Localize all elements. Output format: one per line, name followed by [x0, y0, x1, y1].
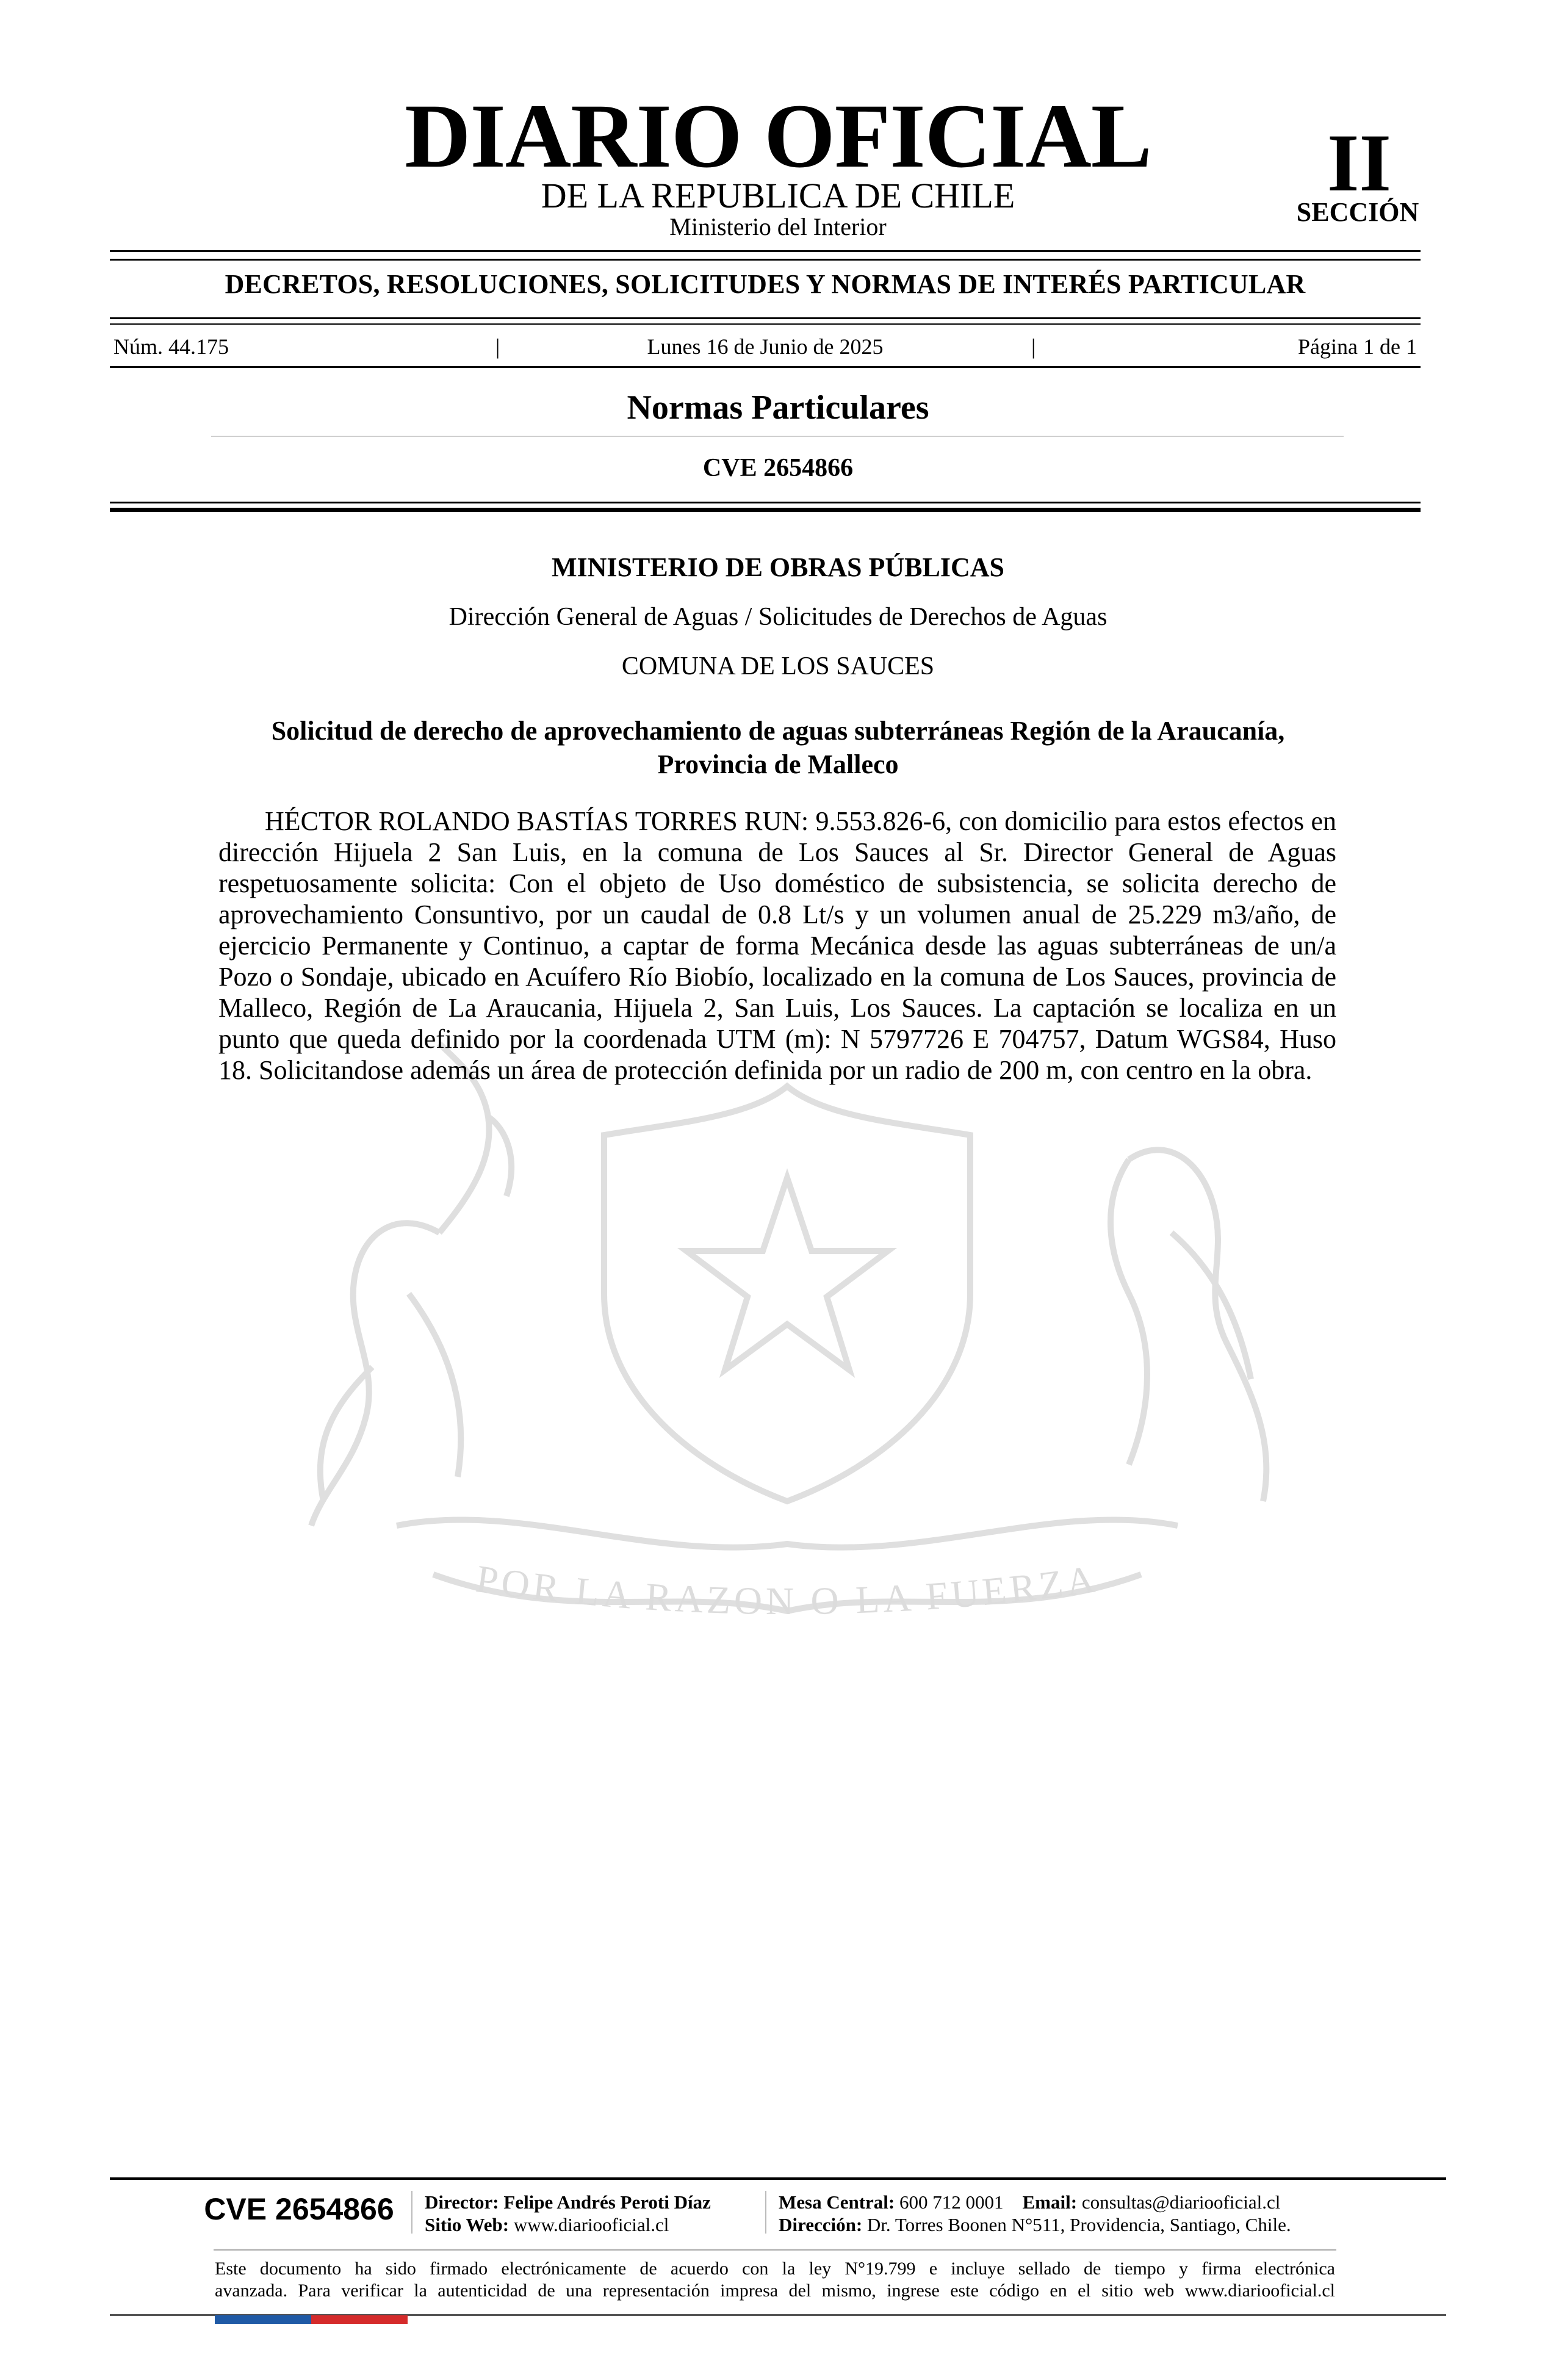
section-label: SECCIÓN [1296, 197, 1419, 227]
document-body: HÉCTOR ROLANDO BASTÍAS TORRES RUN: 9.553.826-6, con domicilio para estos efectos en dirección Hijuela 2 San Luis, en la comuna de Los Sauces al Sr. Director General de Aguas respetuosamente solicita: Con el objeto de Uso doméstico de subsistencia, se solicita derecho de aprovechamiento Consuntivo, por un caudal de 0.8 Lt/s y un volumen anual de 25.229 m3/año, de ejercicio Permanente y Continuo, a captar de forma Mecánica desde las aguas subterráneas de un/a Pozo o Sondaje, ubicado en Acuífero Río Biobío, localizado en la comuna de Los Sauces, provincia de Malleco, Región de La Araucania, Hijuela 2, San Luis, Los Sauces. La captación se localiza en un punto que queda definido por la coordenada UTM (m): N 5797726 E 704757, Datum WGS84, Huso 18. Solicitandose además un área de protección definida por un radio de 200 m, con centro en la obra. [218, 806, 1336, 1085]
newspaper-subtitle: DE LA REPUBLICA DE CHILE [541, 176, 1015, 215]
footer-separator [765, 2191, 766, 2234]
phone-value: 600 712 0001 [899, 2191, 1004, 2213]
issue-info-row [113, 334, 1417, 359]
document-title: Solicitud de derecho de aprovechamiento de aguas subterráneas Región de la Araucanía, Provincia de Malleco [271, 716, 1285, 779]
footer-address-line [779, 2213, 1364, 2236]
address-value: Dr. Torres Boonen N°511, Providencia, Santiago, Chile. [866, 2214, 1291, 2235]
commune-subtitle: COMUNA DE LOS SAUCES [621, 652, 935, 680]
heading-divider-bottom [110, 508, 1421, 512]
footer-legal-notice [215, 2258, 1335, 2302]
issue-date: Lunes 16 de Junio de 2025 [647, 334, 884, 359]
watermark-motto: POR LA RAZON O LA FUERZA [474, 1557, 1101, 1623]
category-divider-top [110, 317, 1421, 319]
footer-divider-middle [214, 2249, 1336, 2251]
masthead-divider-top [110, 250, 1421, 252]
issue-number: Núm. 44.175 [113, 334, 229, 359]
footer-cve-code: CVE 2654866 [204, 2192, 394, 2226]
masthead-divider-bottom [110, 259, 1421, 261]
email-link[interactable]: consultas@diariooficial.cl [1081, 2191, 1281, 2213]
issue-separator: | [495, 334, 500, 359]
address-label: Dirección: [779, 2214, 863, 2235]
norm-section-title: Normas Particulares [627, 389, 929, 427]
footer-phone-email-line [779, 2191, 1364, 2213]
section-number: II [1327, 118, 1392, 209]
legal-line-1: Este documento ha sido firmado electrónicamente de acuerdo con la ley N°19.799 e incluye sellado de tiempo y firma electrónica [215, 2259, 1335, 2279]
footer-divider-top [110, 2177, 1446, 2180]
newspaper-title: DIARIO OFICIAL [405, 85, 1151, 187]
flag-stripe-red [311, 2315, 408, 2324]
footer-contact-block [779, 2191, 1364, 2236]
footer-director-block [425, 2191, 766, 2236]
legal-line-2: avanzada. Para verificar la autenticidad de una representación impresa del mismo, ingrese este código en el sitio web www.diariooficial.cl [215, 2281, 1335, 2301]
directorate-subtitle: Dirección General de Aguas / Solicitudes de Derechos de Aguas [448, 603, 1108, 631]
page-indicator: Página 1 de 1 [1298, 334, 1417, 359]
director-label: Director: [425, 2191, 499, 2213]
director-name: Felipe Andrés Peroti Díaz [503, 2191, 711, 2213]
website-link[interactable]: www.diariooficial.cl [513, 2214, 669, 2235]
heading-divider-top [110, 502, 1421, 503]
category-heading: DECRETOS, RESOLUCIONES, SOLICITUDES Y NORMAS DE INTERÉS PARTICULAR [225, 269, 1306, 299]
newspaper-ministry: Ministerio del Interior [669, 213, 887, 240]
footer-director-line [425, 2191, 766, 2213]
cve-code: CVE 2654866 [702, 454, 854, 482]
category-divider-bottom [110, 323, 1421, 325]
norm-title-underline [211, 436, 1344, 437]
website-label: Sitio Web: [425, 2214, 510, 2235]
phone-label: Mesa Central: [779, 2191, 895, 2213]
email-label: Email: [1022, 2191, 1078, 2213]
footer-separator [411, 2191, 412, 2234]
flag-stripe-blue [215, 2315, 311, 2324]
issue-separator: | [1031, 334, 1036, 359]
footer-website-line [425, 2213, 766, 2236]
issuing-ministry: MINISTERIO DE OBRAS PÚBLICAS [551, 552, 1005, 582]
issue-divider [110, 366, 1421, 368]
